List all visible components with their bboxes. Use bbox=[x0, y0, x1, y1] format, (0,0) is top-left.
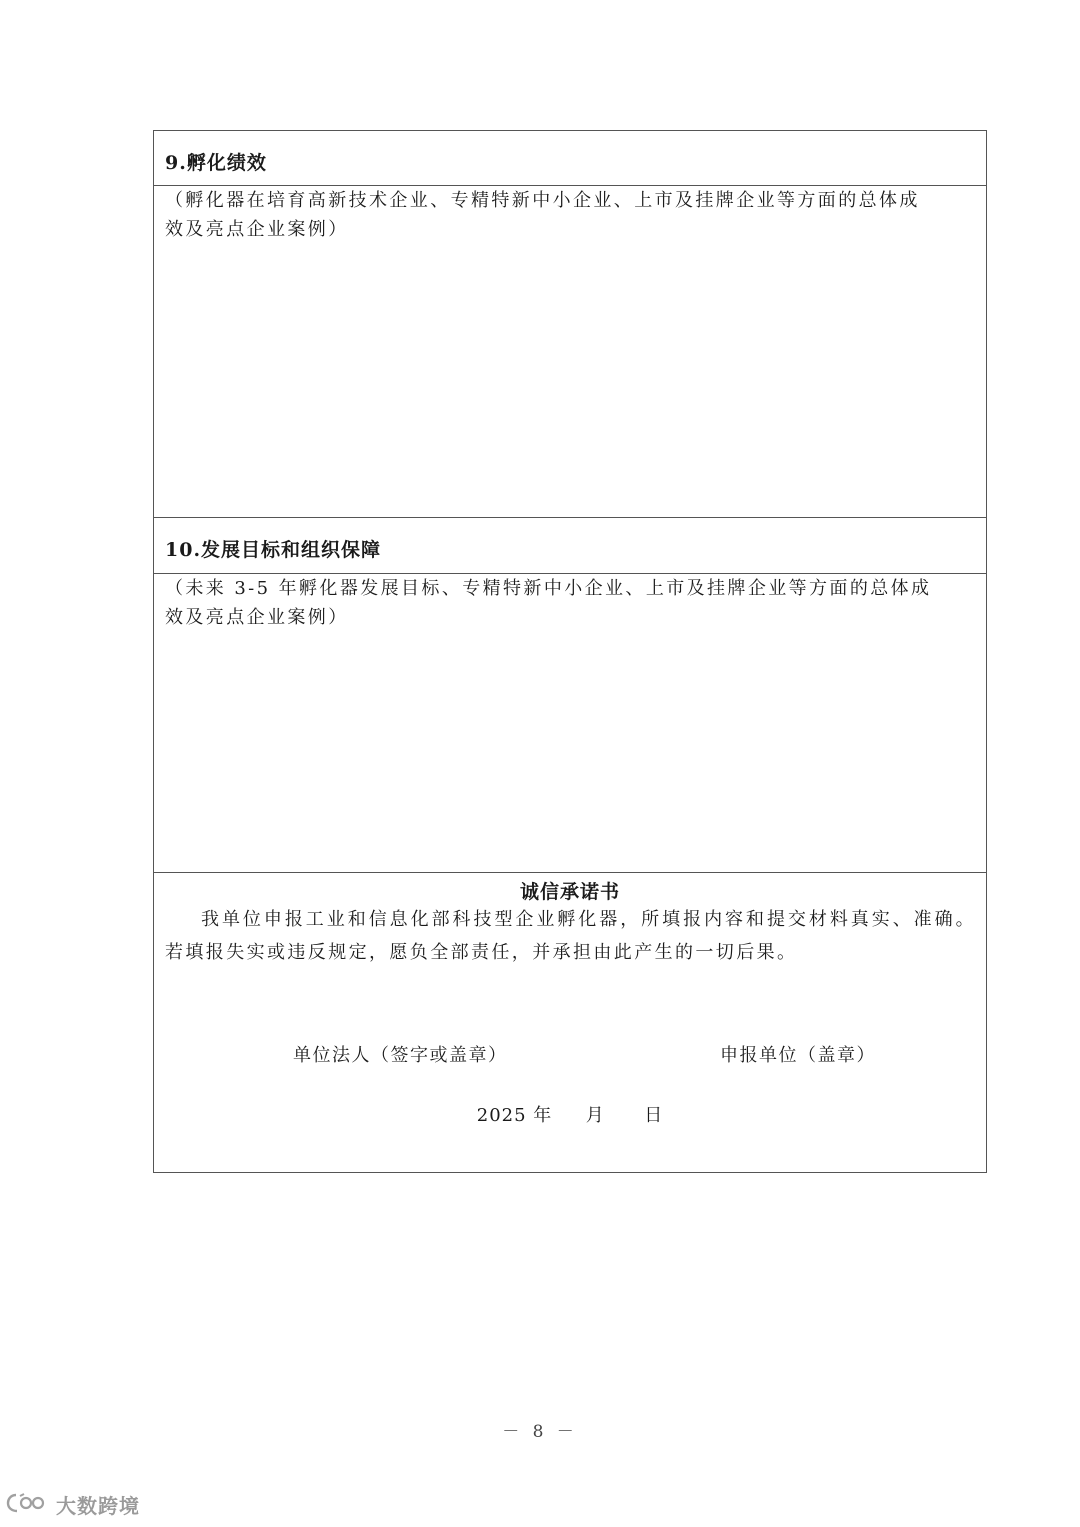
watermark bbox=[6, 1490, 140, 1519]
legal-person-signature-label: 单位法人（签字或盖章） bbox=[293, 1045, 508, 1066]
instruction-line: （未来 3-5 年孵化器发展目标、专精特新中小企业、上市及挂牌企业等方面的总体成 bbox=[165, 578, 932, 599]
section-development-goals bbox=[154, 518, 986, 873]
watermark-text: 大数跨境 bbox=[56, 1494, 140, 1518]
instruction-line: （孵化器在培育高新技术企业、专精特新中小企业、上市及挂牌企业等方面的总体成 bbox=[165, 190, 920, 211]
page-number: － 8 － bbox=[502, 1422, 578, 1442]
section-heading: 9.孵化绩效 bbox=[165, 152, 267, 174]
integrity-pledge bbox=[154, 873, 986, 1172]
instruction-line: 效及亮点企业案例） bbox=[165, 607, 349, 628]
watermark-logo-icon bbox=[6, 1492, 50, 1518]
applicant-unit-seal-label: 申报单位（盖章） bbox=[720, 1045, 876, 1066]
section-heading: 10.发展目标和组织保障 bbox=[165, 539, 382, 561]
pledge-date bbox=[154, 1101, 986, 1127]
application-form-table bbox=[153, 130, 987, 1173]
section-instruction bbox=[165, 186, 976, 244]
date-day: 日 bbox=[644, 1105, 664, 1126]
pledge-body: 我单位申报工业和信息化部科技型企业孵化器，所填报内容和提交材料真实、准确。若填报失实或违反规定，愿负全部责任，并承担由此产生的一切后果。 bbox=[165, 909, 976, 963]
date-year: 2025 年 bbox=[476, 1105, 553, 1126]
date-month: 月 bbox=[585, 1105, 605, 1126]
instruction-line: 效及亮点企业案例） bbox=[165, 219, 349, 240]
section-incubation-performance bbox=[154, 131, 986, 518]
section-instruction bbox=[165, 574, 976, 632]
pledge-title: 诚信承诺书 bbox=[519, 881, 620, 903]
